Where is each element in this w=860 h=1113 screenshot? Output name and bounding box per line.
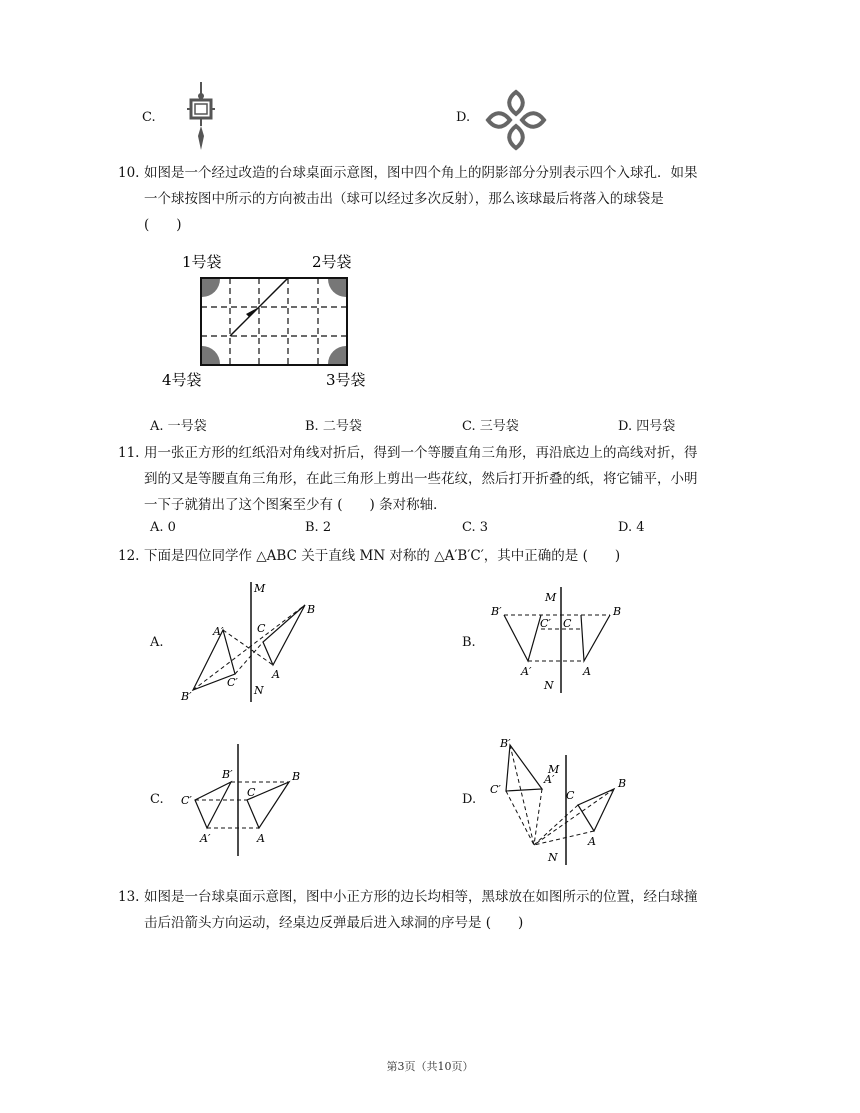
point-m-label: M xyxy=(254,582,266,595)
point-a-label: A xyxy=(272,668,280,681)
point-a-label: A xyxy=(583,665,591,678)
heart-petal-ornament-icon xyxy=(484,88,548,152)
point-c1-label: C′ xyxy=(540,617,551,630)
q11-option-b[interactable]: B. 2 xyxy=(305,520,332,535)
answer-blank: ( ) xyxy=(144,217,182,233)
point-a1-label: A′ xyxy=(213,625,224,638)
point-b1-label: B′ xyxy=(500,737,511,750)
q11-option-d[interactable]: D. 4 xyxy=(618,520,645,535)
point-a-label: A xyxy=(588,835,596,848)
q12-figure-c xyxy=(175,740,325,860)
point-a-label: A xyxy=(257,832,265,845)
question-text-line: 到的又是等腰直角三角形，在此三角形上剪出一些花纹，然后打开折叠的纸，将它铺平，小明 xyxy=(144,471,698,487)
point-b-label: B xyxy=(292,770,301,783)
point-b1-label: B′ xyxy=(181,690,192,703)
point-c1-label: C′ xyxy=(181,794,192,807)
pocket-1-label: 1号袋 xyxy=(182,253,222,271)
question-number: 13. xyxy=(118,889,140,905)
q11-option-a[interactable]: A. 0 xyxy=(150,520,176,535)
q12-figure-b xyxy=(486,585,636,695)
question-11 xyxy=(118,440,778,518)
point-n-label: N xyxy=(548,851,558,864)
point-a1-label: A′ xyxy=(200,832,211,845)
question-text-line: 一下子就猜出了这个图案至少有 ( ) 条对称轴． xyxy=(144,497,447,513)
question-number: 10. xyxy=(118,165,140,181)
point-c1-label: C′ xyxy=(227,676,238,689)
q10-option-c[interactable]: C. 三号袋 xyxy=(462,419,519,434)
point-n-label: N xyxy=(544,679,554,692)
point-b-label: B xyxy=(613,605,622,618)
point-c-label: C xyxy=(563,617,572,630)
point-a1-label: A′ xyxy=(544,773,555,786)
q9-option-c-label: C. xyxy=(142,110,156,125)
question-text-line: 击后沿箭头方向运动，经桌边反弹最后进入球洞的序号是 ( ) xyxy=(144,915,524,931)
q10-option-d[interactable]: D. 四号袋 xyxy=(618,419,676,434)
q11-option-c[interactable]: C. 3 xyxy=(462,520,489,535)
question-text-line: 用一张正方形的红纸沿对角线对折后，得到一个等腰直角三角形，再沿底边上的高线对折，得 xyxy=(144,445,698,461)
point-b1-label: B′ xyxy=(491,605,502,618)
point-b-label: B xyxy=(618,777,627,790)
point-b-label: B xyxy=(307,603,316,616)
chinese-knot-pendant-icon xyxy=(183,82,219,152)
question-number: 12. xyxy=(118,548,140,564)
question-13 xyxy=(118,884,778,936)
pocket-2-label: 2号袋 xyxy=(312,253,352,271)
q12-option-b-label: B. xyxy=(462,635,476,650)
q12-figure-a xyxy=(175,580,325,705)
question-12 xyxy=(118,543,778,569)
point-b1-label: B′ xyxy=(222,768,233,781)
q12-option-d-label: D. xyxy=(462,792,477,807)
pocket-3-label: 3号袋 xyxy=(326,371,366,389)
point-c1-label: C′ xyxy=(490,783,501,796)
q10-option-b[interactable]: B. 二号袋 xyxy=(305,419,362,434)
point-c-label: C xyxy=(566,789,575,802)
q10-option-a[interactable]: A. 一号袋 xyxy=(150,419,207,434)
question-text-line: 一个球按图中所示的方向被击出（球可以经过多次反射），那么该球最后将落入的球袋是 xyxy=(144,191,664,207)
point-c-label: C xyxy=(257,622,266,635)
point-c-label: C xyxy=(247,786,256,799)
point-a1-label: A′ xyxy=(521,665,532,678)
question-text-line: 如图是一台球桌面示意图，图中小正方形的边长均相等，黑球放在如图所示的位置，经白球撞 xyxy=(144,889,698,905)
pocket-4-label: 4号袋 xyxy=(162,371,202,389)
page-footer: 第3页（共10页） xyxy=(386,1060,474,1073)
question-number: 11. xyxy=(118,445,140,461)
billiard-table-figure xyxy=(150,245,390,395)
question-10 xyxy=(118,160,778,238)
question-text-line: 如图是一个经过改造的台球桌面示意图，图中四个角上的阴影部分分别表示四个入球孔．如果 xyxy=(144,165,698,181)
point-m-label: M xyxy=(548,763,560,776)
q12-figure-d xyxy=(486,733,636,868)
q12-option-c-label: C. xyxy=(150,792,164,807)
q9-option-d-label: D. xyxy=(456,110,471,125)
q12-option-a-label: A. xyxy=(150,635,164,650)
question-text-line: 下面是四位同学作 △ABC 关于直线 MN 对称的 △A′B′C′，其中正确的是 ( ) xyxy=(144,548,621,564)
point-m-label: M xyxy=(545,591,557,604)
point-n-label: N xyxy=(254,684,264,697)
